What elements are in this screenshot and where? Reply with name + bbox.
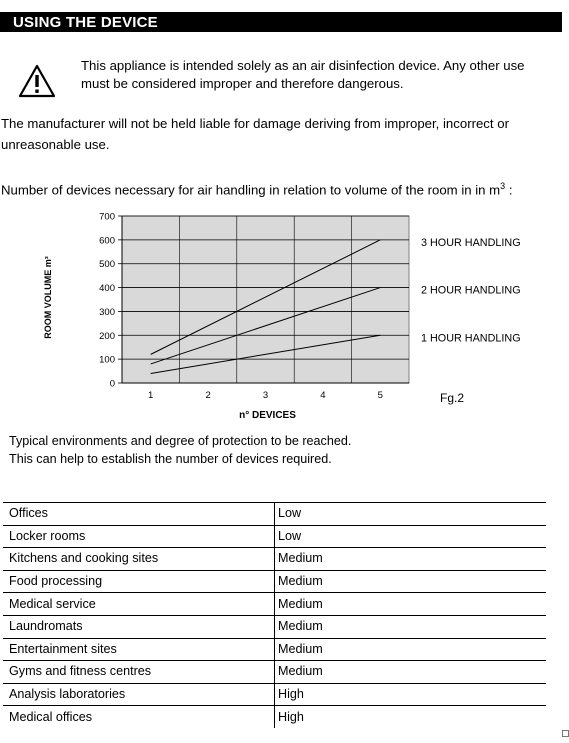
x-tick-label: 3: [262, 390, 269, 401]
series-label: 1 HOUR HANDLING: [421, 332, 521, 345]
x-tick-label: 5: [377, 390, 383, 401]
room-volume-chart: [0, 205, 569, 427]
y-tick-label: 600: [99, 235, 115, 247]
protection-cell: Medium: [275, 615, 547, 638]
y-axis-title: ROOM VOLUME m³: [43, 256, 53, 339]
chart-intro-superscript: 3: [500, 181, 506, 191]
table-row: [3, 638, 546, 661]
section-header: [0, 12, 562, 32]
protection-cell: Medium: [275, 593, 547, 616]
protection-cell: High: [275, 706, 547, 728]
y-tick-label: 200: [99, 330, 115, 342]
protection-cell: Low: [275, 503, 547, 526]
protection-cell: Low: [275, 525, 547, 548]
protection-cell: Medium: [275, 548, 547, 571]
y-tick-label: 700: [99, 211, 115, 223]
x-axis-title: n° DEVICES: [239, 410, 296, 421]
table-row: [3, 706, 546, 728]
protection-cell: Medium: [275, 570, 547, 593]
protection-cell: Medium: [275, 638, 547, 661]
environment-cell: Medical offices: [3, 706, 275, 728]
environment-cell: Kitchens and cooking sites: [3, 548, 275, 571]
warning-triangle-icon: [18, 64, 56, 98]
table-row: [3, 548, 546, 571]
liability-text: The manufacturer will not be held liable for damage deriving from improper, incorrect or unreasonable use.: [1, 116, 509, 152]
environments-table: [3, 502, 546, 728]
table-row: [3, 593, 546, 616]
page-corner-marker: [562, 730, 569, 737]
protection-cell: Medium: [275, 661, 547, 684]
environment-cell: Gyms and fitness centres: [3, 661, 275, 684]
y-tick-label: 300: [99, 306, 115, 318]
warning-text: This appliance is intended solely as an air disinfection device. Any other use must be considered improper and therefore dangerous.: [81, 58, 525, 91]
figure-label: Fg.2: [440, 391, 465, 405]
environment-cell: Food processing: [3, 570, 275, 593]
plot-area: [122, 216, 409, 383]
y-tick-label: 100: [99, 354, 115, 366]
table-row: [3, 683, 546, 706]
table-row: [3, 615, 546, 638]
series-label: 3 HOUR HANDLING: [421, 236, 521, 249]
environment-cell: Offices: [3, 503, 275, 526]
table-row: [3, 503, 546, 526]
x-tick-label: 2: [205, 390, 211, 401]
environments-intro-line2: This can help to establish the number of devices required.: [9, 452, 332, 466]
x-tick-label: 4: [320, 390, 326, 401]
environment-cell: Analysis laboratories: [3, 683, 275, 706]
y-tick-label: 0: [109, 378, 115, 390]
x-tick-label: 1: [148, 390, 154, 401]
chart-intro-text: Number of devices necessary for air handling in relation to volume of the room in in m: [1, 182, 501, 198]
environments-intro: [9, 432, 549, 468]
environment-cell: Locker rooms: [3, 525, 275, 548]
chart-intro: [1, 177, 566, 199]
environment-cell: Laundromats: [3, 615, 275, 638]
section-title: USING THE DEVICE: [13, 14, 158, 31]
y-tick-label: 400: [99, 283, 115, 295]
chart-intro-suffix: :: [505, 182, 513, 198]
table-row: [3, 570, 546, 593]
environments-intro-line1: Typical environments and degree of protection to be reached.: [9, 434, 352, 448]
table-row: [3, 661, 546, 684]
series-label: 2 HOUR HANDLING: [421, 284, 521, 297]
environment-cell: Entertainment sites: [3, 638, 275, 661]
y-tick-label: 500: [99, 259, 115, 271]
protection-cell: High: [275, 683, 547, 706]
table-row: [3, 525, 546, 548]
environment-cell: Medical service: [3, 593, 275, 616]
